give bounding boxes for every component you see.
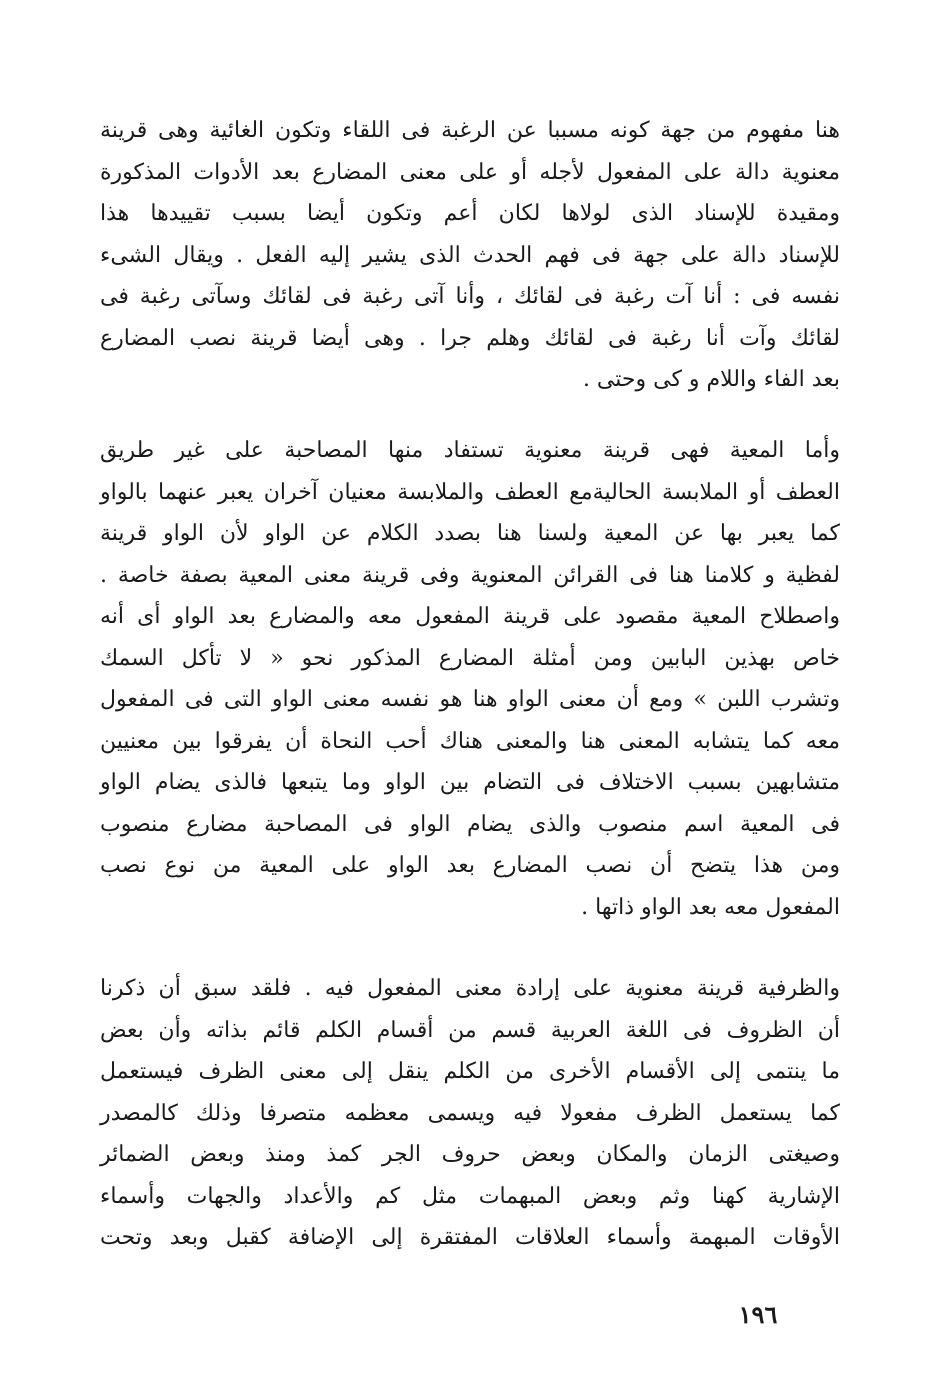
text-line: معنوية دالة على المفعول لأجله أو على معنى المضارع بعد الأدوات المذكورة <box>100 159 840 185</box>
text-line: العطف أو الملابسة الحاليةمع العطف والملابسة معنيان آخران يعبر عنهما بالواو <box>100 479 840 505</box>
text-line: كما يعبر بها عن المعية ولسنا هنا بصدد الكلام عن الواو لأن الواو قرينة <box>100 521 840 546</box>
text-line: الأوقات المبهمة وأسماء العلاقات المفتقرة إلى الإضافة كقبل وبعد وتحت <box>100 1225 840 1250</box>
text-line: وصيغتى الزمان والمكان وبعض حروف الجر كمذ ومنذ وبعض الضمائر <box>100 1142 840 1167</box>
text-line: لفظية و كلامنا هنا فى القرائن المعنوية وفى قرينة معنى المعية بصفة خاصة . <box>100 562 840 588</box>
text-line: وأما المعية فهى قرينة معنوية تستفاد منها المصاحبة على غير طريق <box>100 438 840 463</box>
text-line: نفسه فى : أنا آت رغبة فى لقائك ، وأنا آتى رغبة فى لقائك وسآتى رغبة فى <box>100 284 840 309</box>
page-number: ١٩٦ <box>738 1300 778 1329</box>
paragraph-adverbial <box>100 968 840 1259</box>
text-line: وتشرب اللبن » ومع أن معنى الواو هنا هو نفسه معنى الواو التى فى المفعول <box>100 687 841 712</box>
text-line: هنا مفهوم من جهة كونه مسببا عن الرغبة فى اللقاء وتكون الغائية وهى قرينة <box>100 118 840 143</box>
text-line: الإشارية كهنا وثم وبعض المبهمات مثل كم والأعداد والجهات وأسماء <box>100 1183 840 1209</box>
text-line: واصطلاح المعية مقصود على قرينة المفعول معه والمضارع بعد الواو أى أنه <box>100 604 840 629</box>
text-line: معه كما يتشابه المعنى هنا والمعنى هناك أحب النحاة أن يفرقوا بين معنيين <box>100 728 840 754</box>
text-line: المفعول معه بعد الواو ذاتها . <box>581 894 840 920</box>
text-line: للإسناد دالة على جهة فى فهم الحدث الذى يشير إليه الفعل . ويقال الشىء <box>100 242 841 268</box>
text-line: والظرفية قرينة معنوية على إرادة معنى المفعول فيه . فلقد سبق أن ذكرنا <box>100 976 840 1001</box>
text-line: بعد الفاء واللام و كى وحتى . <box>582 367 840 392</box>
text-line: كما يستعمل الظرف مفعولا فيه ويسمى معظمه متصرفا وذلك كالمصدر <box>100 1100 840 1126</box>
paragraph-causality <box>100 110 840 401</box>
text-line: خاص بهذين البابين ومن أمثلة المضارع المذكور نحو « لا تأكل السمك <box>100 645 840 671</box>
text-line: متشابهين بسبب الاختلاف فى التضام بين الواو وما يتبعها فالذى يضام الواو <box>100 770 840 795</box>
text-line: لقائك وآت أنا رغبة فى لقائك وهلم جرا . وهى أيضا قرينة نصب المضارع <box>100 325 840 351</box>
text-line: فى المعية اسم منصوب والذى يضام الواو فى المصاحبة مضارع منصوب <box>100 811 840 837</box>
text-line: ومقيدة للإسناد الذى لولاها لكان أعم وتكون أيضا بسبب تقييدها هذا <box>100 201 840 226</box>
text-line: ومن هذا يتضح أن نصب المضارع بعد الواو على المعية من نوع نصب <box>100 853 840 878</box>
paragraph-accompaniment <box>100 430 840 928</box>
text-line: أن الظروف فى اللغة العربية قسم من أقسام الكلم قائم بذاته وأن بعض <box>100 1017 840 1043</box>
text-line: ما ينتمى إلى الأقسام الأخرى من الكلم ينقل إلى معنى الظرف فيستعمل <box>100 1059 840 1084</box>
